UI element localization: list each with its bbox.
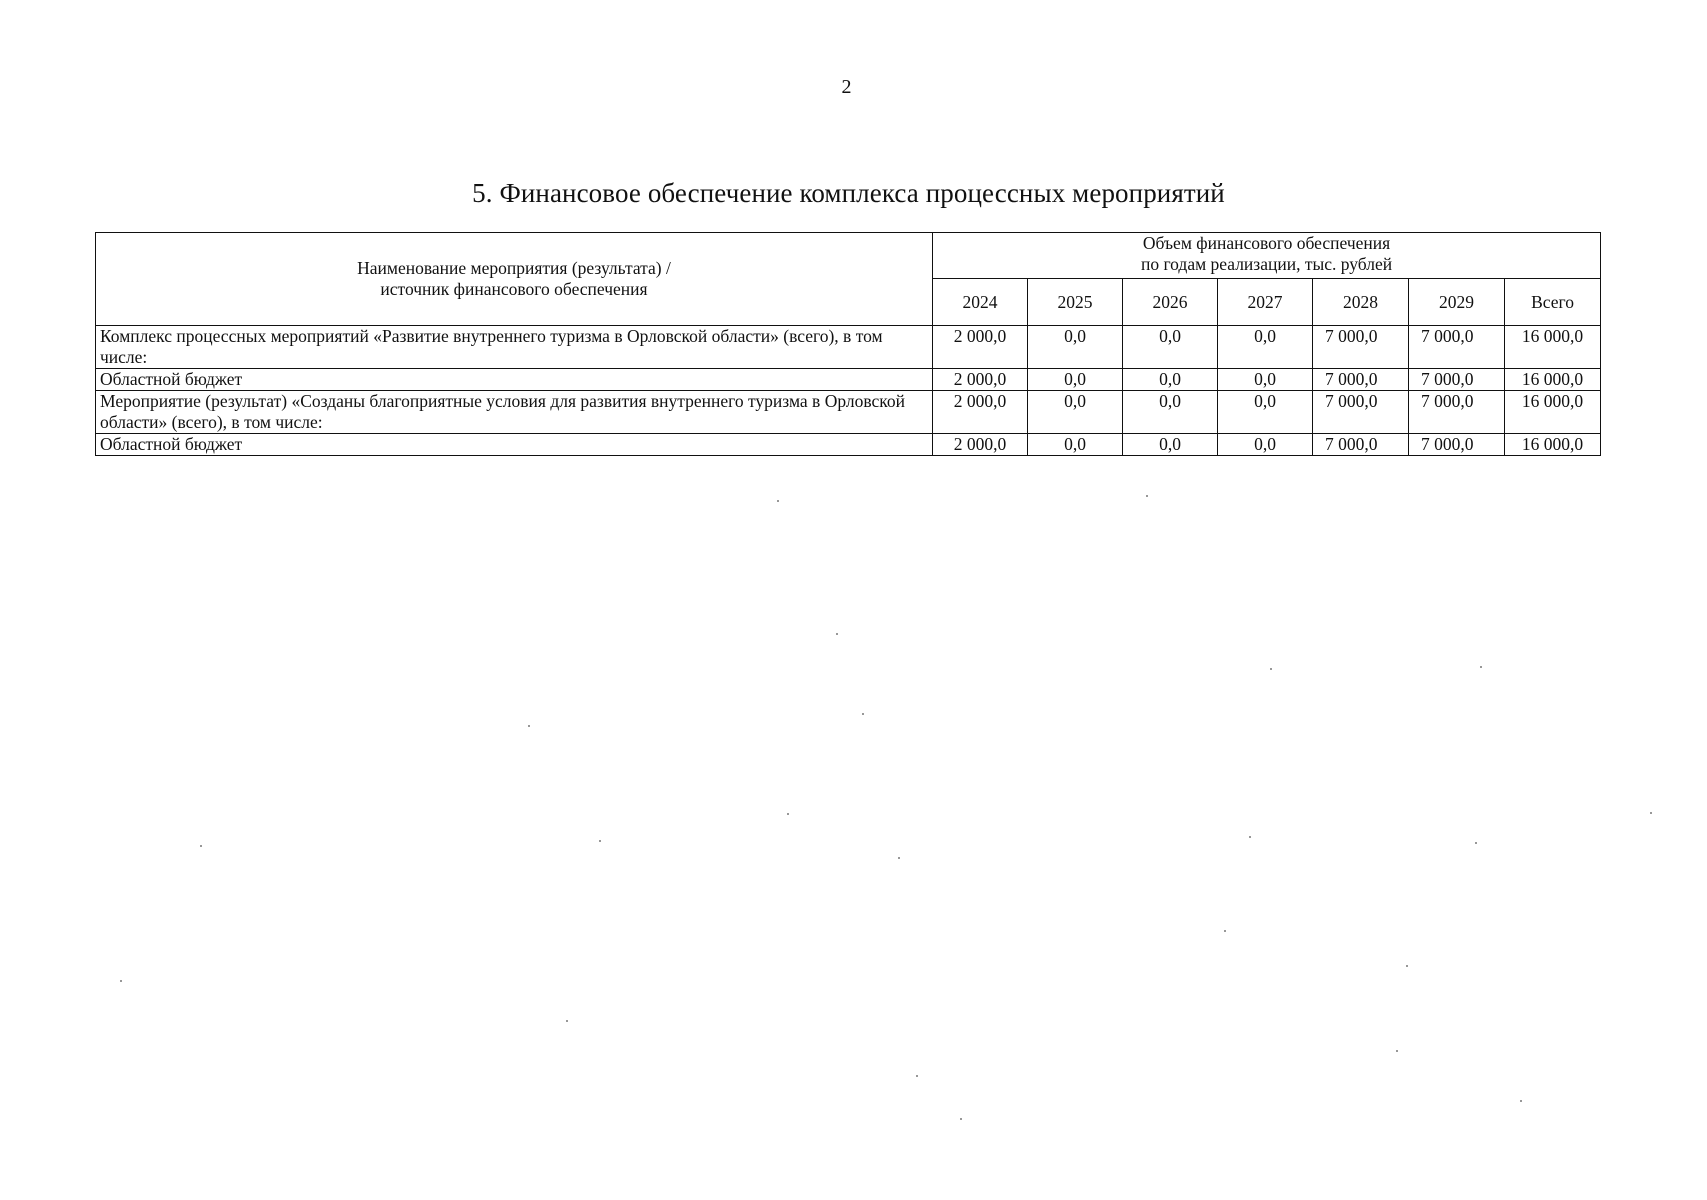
name-header-line1: Наименование мероприятия (результата) / (357, 258, 671, 278)
row-name: Областной бюджет (96, 369, 933, 391)
cell-2024: 2 000,0 (933, 391, 1028, 434)
cell-2027: 0,0 (1218, 391, 1313, 434)
year-header-2024: 2024 (933, 279, 1028, 326)
year-header-2029: 2029 (1409, 279, 1505, 326)
financing-table (95, 232, 1601, 456)
year-header-2027: 2027 (1218, 279, 1313, 326)
row-name: Комплекс процессных мероприятий «Развитие внутреннего туризма в Орловской области» (всего), в том числе: (96, 326, 933, 369)
row-name: Областной бюджет (96, 434, 933, 456)
cell-total: 16 000,0 (1505, 391, 1601, 434)
row-name: Мероприятие (результат) «Созданы благоприятные условия для развития внутреннего туризма в Орловской области» (всего), в том числе: (96, 391, 933, 434)
cell-2026: 0,0 (1123, 369, 1218, 391)
cell-2027: 0,0 (1218, 434, 1313, 456)
cell-2026: 0,0 (1123, 326, 1218, 369)
cell-2025: 0,0 (1028, 369, 1123, 391)
cell-total: 16 000,0 (1505, 369, 1601, 391)
cell-2027: 0,0 (1218, 369, 1313, 391)
cell-total: 16 000,0 (1505, 326, 1601, 369)
volume-header-line1: Объем финансового обеспечения (1142, 233, 1391, 253)
cell-2025: 0,0 (1028, 434, 1123, 456)
table-row (96, 326, 1601, 369)
volume-column-header (933, 233, 1601, 279)
cell-2029: 7 000,0 (1409, 326, 1505, 369)
cell-2028: 7 000,0 (1313, 369, 1409, 391)
cell-2026: 0,0 (1123, 391, 1218, 434)
cell-2026: 0,0 (1123, 434, 1218, 456)
cell-2025: 0,0 (1028, 391, 1123, 434)
header-row-top (96, 233, 1601, 279)
cell-2028: 7 000,0 (1313, 326, 1409, 369)
cell-2024: 2 000,0 (933, 434, 1028, 456)
cell-2024: 2 000,0 (933, 369, 1028, 391)
cell-total: 16 000,0 (1505, 434, 1601, 456)
year-header-2025: 2025 (1028, 279, 1123, 326)
cell-2029: 7 000,0 (1409, 434, 1505, 456)
cell-2029: 7 000,0 (1409, 369, 1505, 391)
cell-2028: 7 000,0 (1313, 434, 1409, 456)
name-column-header (96, 233, 933, 326)
year-header-2028: 2028 (1313, 279, 1409, 326)
table-row (96, 434, 1601, 456)
cell-2025: 0,0 (1028, 326, 1123, 369)
name-header-line2: источник финансового обеспечения (380, 279, 648, 299)
page-number: 2 (841, 76, 852, 98)
table-row (96, 369, 1601, 391)
section-title: 5. Финансовое обеспечение комплекса процессных мероприятий (472, 178, 1225, 208)
cell-2024: 2 000,0 (933, 326, 1028, 369)
volume-header-line2: по годам реализации, тыс. рублей (1140, 254, 1393, 274)
cell-2029: 7 000,0 (1409, 391, 1505, 434)
table-row (96, 391, 1601, 434)
total-header: Всего (1505, 279, 1601, 326)
cell-2028: 7 000,0 (1313, 391, 1409, 434)
year-header-2026: 2026 (1123, 279, 1218, 326)
cell-2027: 0,0 (1218, 326, 1313, 369)
